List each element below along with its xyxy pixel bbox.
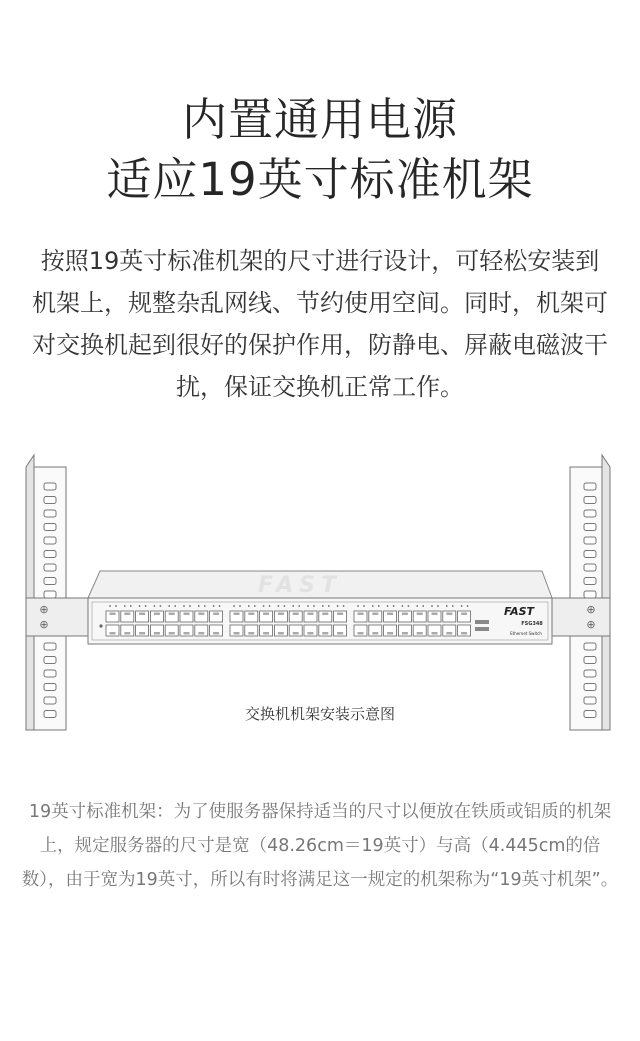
switch-watermark-logo: FAST	[257, 573, 343, 598]
port-led	[343, 605, 345, 607]
switch-type-label: Ethernet Switch	[510, 631, 542, 636]
port-led	[402, 605, 404, 607]
headline-line-1: 内置通用电源	[181, 93, 458, 146]
svg-text:⊕: ⊕	[39, 603, 49, 616]
port-led	[313, 605, 315, 607]
port-led	[154, 605, 156, 607]
rack-mount-diagram	[0, 445, 640, 745]
rack-hole	[44, 684, 56, 691]
port-clip	[154, 613, 160, 616]
right-rack-post	[570, 455, 610, 730]
port-clip	[169, 632, 175, 635]
port-led	[307, 605, 309, 607]
right-mounting-ear	[552, 598, 610, 636]
rack-hole	[44, 578, 56, 585]
rack-hole	[44, 483, 56, 490]
port-led	[168, 605, 170, 607]
svg-text:⊕: ⊕	[586, 618, 596, 631]
port-clip	[387, 613, 393, 616]
intro-paragraph: 按照19英寸标准机架的尺寸进行设计，可轻松安装到机架上，规整杂乱网线、节约使用空间。同时，机架可对交换机起到很好的保护作用，防静电、屏蔽电磁波干扰，保证交换机正常工作。	[32, 247, 608, 401]
rack-hole	[44, 564, 56, 571]
port-clip	[124, 613, 130, 616]
port-clip	[293, 632, 299, 635]
port-led	[278, 605, 280, 607]
port-led	[183, 605, 185, 607]
port-led	[115, 605, 117, 607]
svg-text:⊕: ⊕	[39, 618, 49, 631]
port-clip	[461, 613, 467, 616]
port-led	[284, 605, 286, 607]
port-led	[298, 605, 300, 607]
port-led	[254, 605, 256, 607]
port-led	[337, 605, 339, 607]
port-led	[322, 605, 324, 607]
port-led	[408, 605, 410, 607]
rack-hole	[44, 510, 56, 517]
port-led	[139, 605, 141, 607]
port-clip	[446, 613, 452, 616]
switch-brand-logo: FAST	[503, 605, 535, 618]
port-clip	[154, 632, 160, 635]
rack-hole	[44, 537, 56, 544]
port-clip	[337, 632, 343, 635]
port-led	[219, 605, 221, 607]
port-led	[160, 605, 162, 607]
port-clip	[263, 613, 269, 616]
port-led	[437, 605, 439, 607]
rack-hole	[44, 524, 56, 531]
port-led	[357, 605, 359, 607]
left-mounting-ear	[26, 598, 88, 636]
port-led	[269, 605, 271, 607]
port-clip	[184, 613, 190, 616]
rack-hole	[584, 497, 596, 504]
port-clip	[278, 613, 284, 616]
port-clip	[169, 613, 175, 616]
port-clip	[358, 613, 364, 616]
port-clip	[387, 632, 393, 635]
port-led	[198, 605, 200, 607]
port-clip	[293, 613, 299, 616]
rack-hole	[584, 643, 596, 650]
port-clip	[278, 632, 284, 635]
port-clip	[308, 632, 314, 635]
port-led	[248, 605, 250, 607]
rack-hole	[44, 591, 56, 598]
port-clip	[461, 632, 467, 635]
port-led	[130, 605, 132, 607]
port-clip	[417, 632, 423, 635]
rack-hole	[44, 670, 56, 677]
port-clip	[248, 632, 254, 635]
port-clip	[372, 613, 378, 616]
port-clip	[417, 613, 423, 616]
ethernet-switch	[88, 571, 552, 644]
port-clip	[139, 632, 145, 635]
port-clip	[372, 632, 378, 635]
port-clip	[322, 632, 328, 635]
rack-hole	[44, 497, 56, 504]
port-led	[189, 605, 191, 607]
port-clip	[213, 632, 219, 635]
port-led	[416, 605, 418, 607]
svg-text:⊕: ⊕	[586, 603, 596, 616]
rack-hole	[584, 551, 596, 558]
port-led	[446, 605, 448, 607]
rack-hole	[584, 684, 596, 691]
port-led	[174, 605, 176, 607]
port-led	[109, 605, 111, 607]
rack-hole	[584, 537, 596, 544]
port-led	[124, 605, 126, 607]
port-led	[233, 605, 235, 607]
headline-line-2: 适应19英寸标准机架	[106, 153, 534, 206]
port-led	[461, 605, 463, 607]
rack-hole	[44, 551, 56, 558]
port-clip	[198, 632, 204, 635]
port-led	[263, 605, 265, 607]
port-led	[452, 605, 454, 607]
port-clip	[124, 632, 130, 635]
port-led	[363, 605, 365, 607]
port-clip	[358, 632, 364, 635]
port-clip	[402, 632, 408, 635]
port-clip	[337, 613, 343, 616]
port-clip	[248, 613, 254, 616]
port-clip	[402, 613, 408, 616]
rack-hole	[584, 510, 596, 517]
port-led	[239, 605, 241, 607]
port-led	[467, 605, 469, 607]
rack-hole	[584, 564, 596, 571]
port-led	[204, 605, 206, 607]
port-led	[431, 605, 433, 607]
port-led	[393, 605, 395, 607]
port-clip	[446, 632, 452, 635]
rack-standard-note: 19英寸标准机架：为了使服务器保持适当的尺寸以便放在铁质或铝质的机架上，规定服务器的尺寸是宽（48.26cm＝19英寸）与高（4.445cm的倍数），由于宽为19英寸，所以有时将满足这一规定的机架称为“19英寸机架”。	[21, 802, 619, 890]
port-clip	[322, 613, 328, 616]
diagram-caption: 交换机机架安装示意图	[244, 705, 395, 723]
switch-model-label: FSG348	[521, 621, 543, 627]
port-clip	[432, 613, 438, 616]
port-led	[422, 605, 424, 607]
port-led	[372, 605, 374, 607]
rack-hole	[584, 578, 596, 585]
port-led	[328, 605, 330, 607]
rack-hole	[584, 670, 596, 677]
port-clip	[263, 632, 269, 635]
port-led	[378, 605, 380, 607]
rack-hole	[584, 657, 596, 664]
port-led	[387, 605, 389, 607]
left-rack-post	[26, 455, 66, 730]
port-clip	[432, 632, 438, 635]
port-led	[292, 605, 294, 607]
port-clip	[110, 613, 116, 616]
port-clip	[213, 613, 219, 616]
rack-hole	[44, 643, 56, 650]
rack-hole	[584, 591, 596, 598]
port-clip	[139, 613, 145, 616]
port-clip	[110, 632, 116, 635]
port-clip	[234, 632, 240, 635]
port-led	[145, 605, 147, 607]
port-clip	[234, 613, 240, 616]
rack-hole	[584, 524, 596, 531]
rack-hole	[44, 657, 56, 664]
port-clip	[198, 613, 204, 616]
rack-hole	[584, 483, 596, 490]
port-led	[213, 605, 215, 607]
port-clip	[308, 613, 314, 616]
port-clip	[184, 632, 190, 635]
